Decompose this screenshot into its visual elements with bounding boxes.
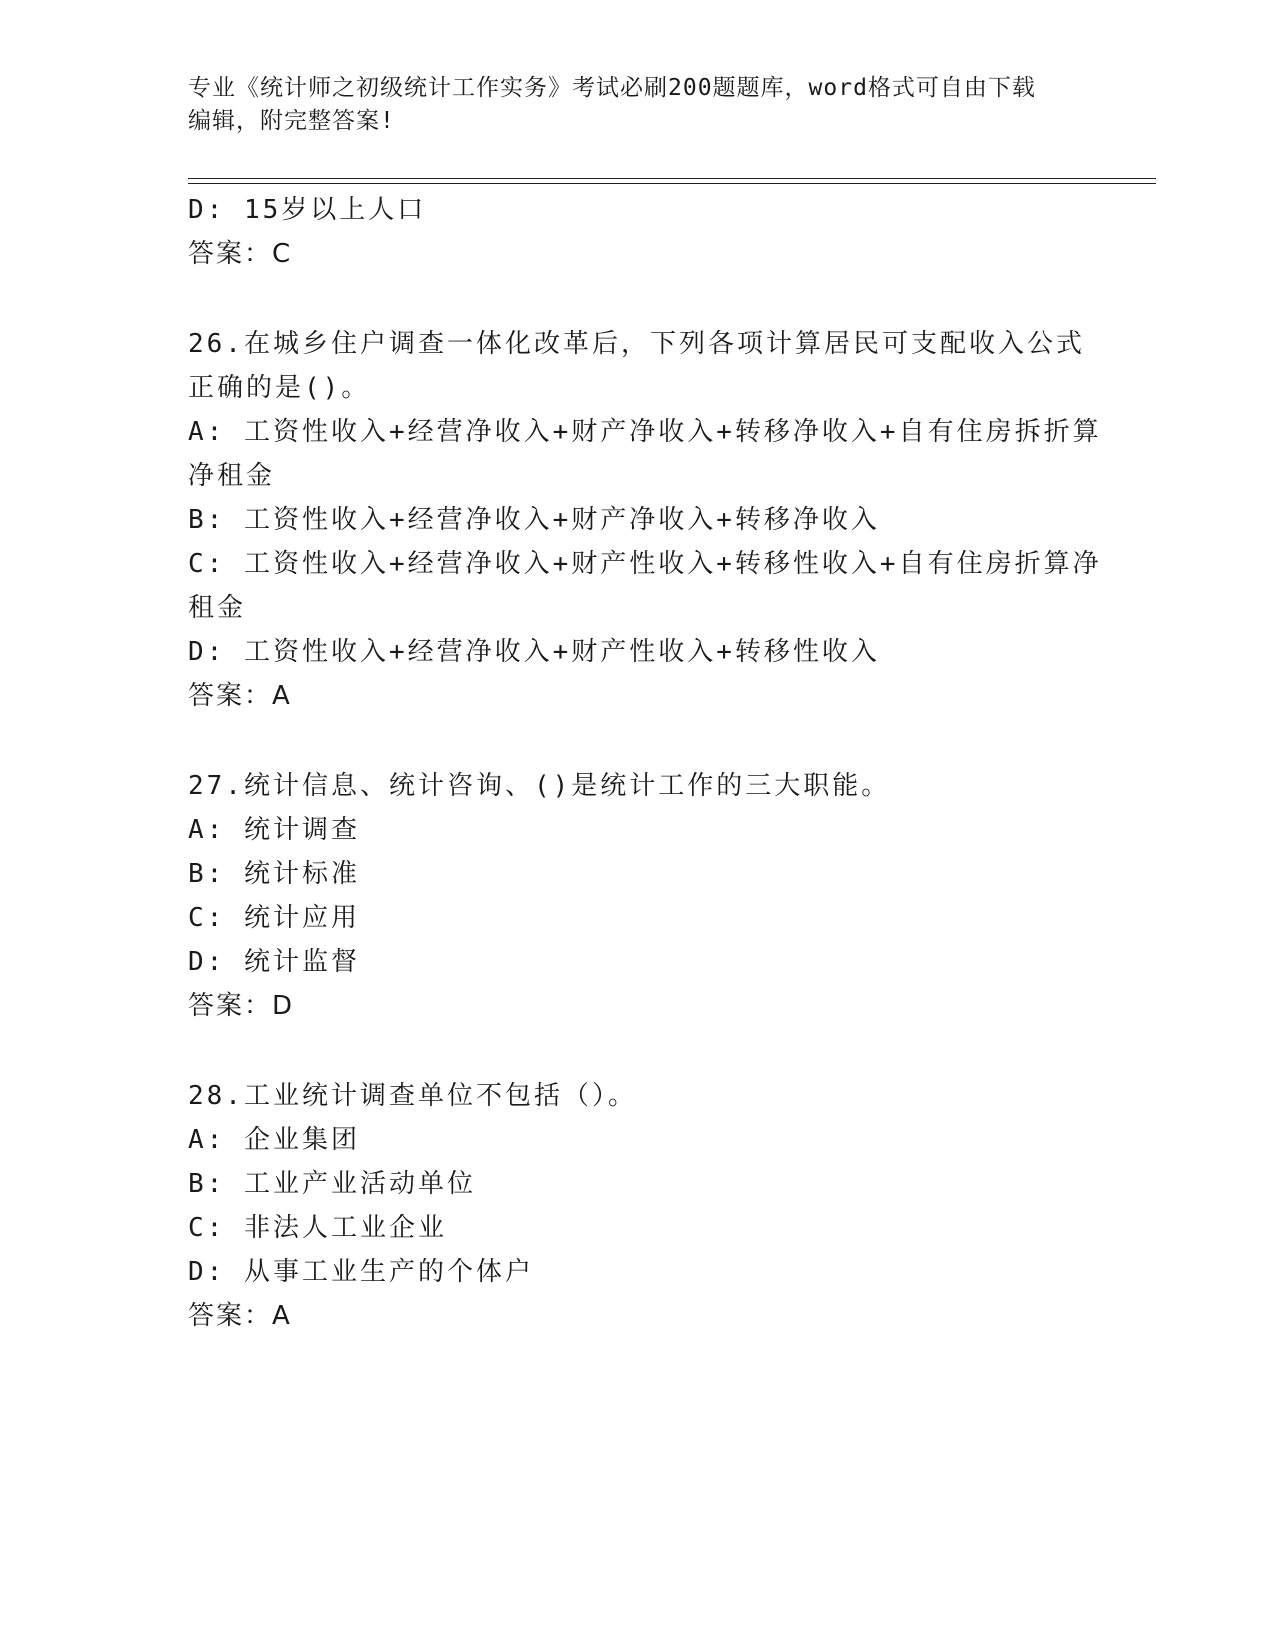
q27-option-b: B: 统计标准	[188, 859, 360, 889]
q28-option-b: B: 工业产业活动单位	[188, 1169, 476, 1199]
q26-option-a-line-1: A: 工资性收入+经营净收入+财产净收入+转移净收入+自有住房拆折算	[188, 417, 1102, 447]
q26-option-a-line-2: 净租金	[188, 461, 276, 491]
header-divider-bottom	[188, 183, 1156, 184]
q28-option-d: D: 从事工业生产的个体户	[188, 1257, 534, 1287]
q28-answer: 答案：A	[188, 1301, 292, 1331]
q27-option-d: D: 统计监督	[188, 947, 360, 977]
q27-answer: 答案：D	[188, 991, 295, 1021]
q27-option-c: C: 统计应用	[188, 903, 360, 933]
q26-option-c-line-1: C: 工资性收入+经营净收入+财产性收入+转移性收入+自有住房折算净	[188, 549, 1102, 579]
header-line-1: 专业《统计师之初级统计工作实务》考试必刷200题题库，word格式可自由下载	[188, 75, 1036, 101]
q26-option-d: D: 工资性收入+经营净收入+财产性收入+转移性收入	[188, 637, 880, 667]
q27-stem: 27.统计信息、统计咨询、()是统计工作的三大职能。	[188, 771, 891, 801]
page-header	[188, 72, 1068, 138]
q26-stem-line-1: 26.在城乡住户调查一体化改革后，下列各项计算居民可支配收入公式	[188, 329, 1085, 359]
header-divider-top	[188, 178, 1156, 179]
prev-answer: 答案：C	[188, 239, 293, 269]
q26-option-c-line-2: 租金	[188, 593, 247, 623]
prev-option-d: D: 15岁以上人口	[188, 195, 427, 225]
q26-option-b: B: 工资性收入+经营净收入+财产净收入+转移净收入	[188, 505, 880, 535]
q27-option-a: A: 统计调查	[188, 815, 360, 845]
q28-stem: 28.工业统计调查单位不包括（）。	[188, 1081, 637, 1111]
q28-option-a: A: 企业集团	[188, 1125, 360, 1155]
q28-option-c: C: 非法人工业企业	[188, 1213, 447, 1243]
q26-answer: 答案：A	[188, 681, 292, 711]
header-line-2: 编辑，附完整答案!	[188, 108, 395, 134]
q26-stem-line-2: 正确的是()。	[188, 373, 371, 403]
